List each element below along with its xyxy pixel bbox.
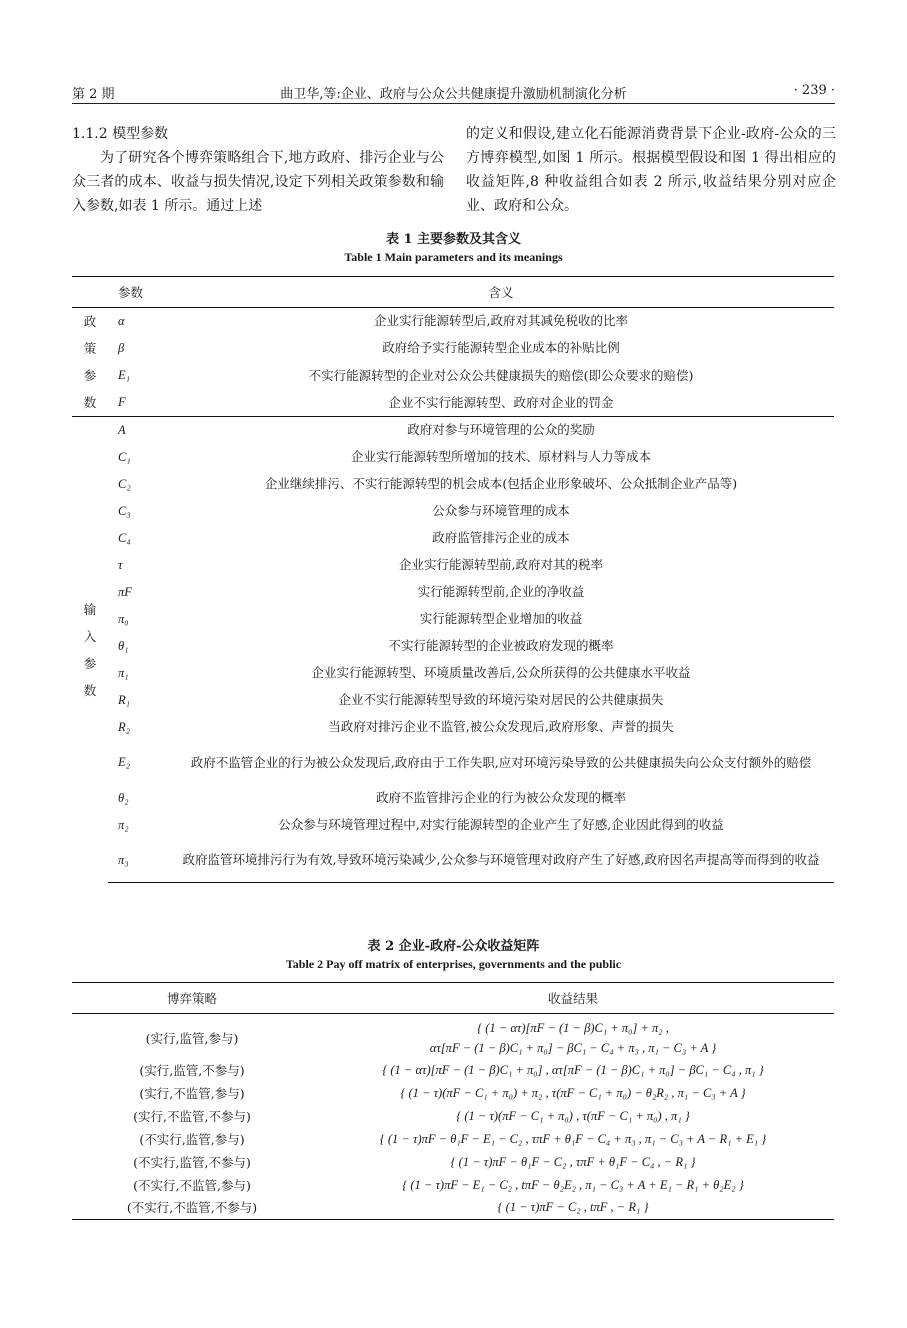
- section-heading: 1.1.2 模型参数: [72, 126, 169, 142]
- param-meaning: 实行能源转型前,企业的净收益: [417, 584, 585, 599]
- param-meaning: 公众参与环境管理的成本: [432, 503, 570, 518]
- strategy-combination: (不实行,监管,参与): [139, 1131, 245, 1147]
- param-symbol: π₃: [108, 839, 168, 883]
- payoff-result: [312, 1127, 834, 1150]
- table1-row: [72, 714, 834, 741]
- param-meaning: 企业实行能源转型、环境质量改善后,公众所获得的公共健康水平收益: [311, 665, 691, 680]
- table1-row: [72, 687, 834, 714]
- param-symbol: θ₁: [118, 638, 129, 653]
- param-symbol: F: [118, 395, 126, 410]
- param-symbol: θ₂: [118, 790, 129, 805]
- table2-header-strategy: 博弈策略: [72, 983, 312, 1014]
- strategy-combination: (实行,监管,不参与): [139, 1062, 245, 1078]
- payoff-row: [72, 1104, 834, 1127]
- param-meaning: 企业实行能源转型前,政府对其的税率: [399, 557, 603, 572]
- payoff-row: [72, 1014, 834, 1059]
- table1-row: [72, 839, 834, 883]
- strategy-combination: (不实行,监管,不参与): [133, 1154, 251, 1170]
- payoff-result: [312, 1014, 834, 1059]
- payoff-row: [72, 1058, 834, 1081]
- table1-caption-zh: 表 1 主要参数及其含义: [385, 232, 522, 247]
- param-meaning: 政府给予实行能源转型企业成本的补贴比例: [382, 340, 620, 356]
- param-group-char: 输: [83, 601, 97, 617]
- payoff-result: [312, 1173, 834, 1196]
- left-column: [72, 122, 444, 218]
- table1-row: [72, 335, 834, 362]
- payoff-line: { (1 − ατ)[πF − (1 − β)C₁ + π₀] + π₂ ,: [477, 1021, 669, 1035]
- param-symbol: π₂: [118, 817, 129, 832]
- payoff-line: { (1 − τ)(πF − C₁ + π₀) , τ(πF − C₁ + π₀) , π₁ }: [456, 1108, 690, 1123]
- param-group-char: 策: [83, 341, 97, 356]
- param-group-char: 入: [83, 628, 97, 644]
- param-symbol: A: [108, 417, 168, 444]
- param-symbol: E₁: [118, 368, 130, 383]
- table1-row: [72, 633, 834, 660]
- param-group-char: 数: [83, 682, 97, 698]
- table1-row: [72, 417, 834, 444]
- param-meaning: 政府不监管排污企业的行为被公众发现的概率: [375, 790, 626, 805]
- running-title: 曲卫华,等:企业、政府与公众公共健康提升激励机制演化分析: [280, 87, 627, 102]
- table1-row: [72, 812, 834, 839]
- param-meaning: 企业实行能源转型后,政府对其减免税收的比率: [374, 313, 628, 329]
- param-meaning: 企业实行能源转型所增加的技术、原材料与人力等成本: [350, 449, 651, 464]
- param-group-char: 参: [83, 655, 97, 671]
- table1-row: [72, 606, 834, 633]
- param-symbol: πF: [118, 584, 132, 599]
- param-meaning: 实行能源转型企业增加的收益: [419, 611, 583, 626]
- payoff-line: { (1 − τ)πF − C₂ , tπF , − R₁ }: [497, 1200, 649, 1215]
- strategy-combination: (实行,不监管,参与): [139, 1085, 245, 1101]
- param-group-char: 数: [83, 395, 97, 410]
- param-meaning: 不实行能源转型的企业被政府发现的概率: [388, 638, 614, 653]
- payoff-result: [312, 1150, 834, 1173]
- param-meaning: 公众参与环境管理过程中,对实行能源转型的企业产生了好感,企业因此得到的收益: [278, 817, 724, 832]
- param-meaning: 政府对参与环境管理的公众的奖励: [168, 417, 834, 444]
- param-meaning: 政府监管环境排污行为有效,导致环境污染减少,公众参与环境管理对政府产生了好感,政府因名声提高等而得到的收益: [168, 839, 834, 883]
- param-symbol: τ: [118, 557, 123, 572]
- payoff-line: { (1 − τ)(πF − C₁ + π₀) + π₂ , τ(πF − C₁ + π₀) − θ₂R₂ , π₁ − C₃ + A }: [400, 1085, 746, 1100]
- table1-caption-en: Table 1 Main parameters and its meanings: [344, 250, 563, 264]
- payoff-result: [312, 1081, 834, 1104]
- table2-caption-zh: 表 2 企业-政府-公众收益矩阵: [367, 939, 540, 954]
- payoff-line: { (1 − τ)πF − E₁ − C₂ , tπF − θ₂E₂ , π₁ − C₃ + A + E₁ − R₁ + θ₂E₂ }: [402, 1177, 744, 1192]
- table1-row: [72, 552, 834, 579]
- strategy-combination: (不实行,不监管,不参与): [72, 1196, 312, 1219]
- param-meaning: 企业不实行能源转型、政府对企业的罚金: [388, 394, 614, 410]
- strategy-combination: (实行,监管,参与): [145, 1031, 239, 1046]
- issue-number: 第 2 期: [72, 87, 115, 102]
- page-number: · 239 ·: [793, 83, 835, 98]
- table1-parameters: [72, 276, 834, 883]
- table2-body: [72, 1014, 834, 1220]
- left-paragraph: 为了研究各个博弈策略组合下,地方政府、排污企业与公众三者的成本、收益与损失情况,设定下列相关政策参数和输入参数,如表 1 所示。通过上述: [72, 150, 444, 214]
- param-meaning: 当政府对排污企业不监管,被公众发现后,政府形象、声誉的损失: [328, 719, 674, 734]
- payoff-result: [312, 1196, 834, 1219]
- param-group-char: 政: [83, 314, 97, 329]
- payoff-line: { (1 − τ)πF − θ₁F − C₂ , τπF + θ₁F − C₄ , − R₁ }: [450, 1154, 696, 1169]
- payoff-line: { (1 − ατ)[πF − (1 − β)C₁ + π₀] , ατ[πF − (1 − β)C₁ + π₀] − βC₁ − C₄ , π₁ }: [382, 1062, 764, 1077]
- running-header: [72, 83, 835, 104]
- param-meaning: 企业继续排污、不实行能源转型的机会成本(包括企业形象破坏、公众抵制企业产品等): [264, 476, 738, 491]
- table2-payoff-matrix: [72, 982, 834, 1220]
- right-paragraph: 的定义和假设,建立化石能源消费背景下企业-政府-公众的三方博弈模型,如图 1 所示。根据模型假设和图 1 得出相应的收益矩阵,8 种收益组合如表 2 所示,收益结果分别对应企业、政府和公众。: [466, 126, 836, 214]
- payoff-result: [312, 1104, 834, 1127]
- param-symbol: R₂: [118, 719, 130, 734]
- strategy-combination: (实行,不监管,不参与): [133, 1108, 251, 1124]
- table1-row: [72, 389, 834, 416]
- param-symbol: π₁: [118, 665, 129, 680]
- strategy-combination: (不实行,不监管,参与): [133, 1177, 251, 1193]
- param-meaning: 不实行能源转型的企业对公众公共健康损失的赔偿(即公众要求的赔偿): [308, 367, 694, 383]
- param-symbol: E₂: [118, 755, 130, 769]
- table1-row: [72, 362, 834, 389]
- table1-row: [72, 444, 834, 471]
- param-meaning: 政府监管排污企业的成本: [432, 530, 570, 545]
- payoff-row: [72, 1127, 834, 1150]
- param-symbol: β: [118, 340, 125, 355]
- table1-row: [72, 660, 834, 687]
- table1-row: [72, 525, 834, 552]
- param-symbol: C₄: [118, 530, 131, 545]
- param-group-char: 参: [83, 368, 97, 383]
- right-column: [466, 122, 836, 218]
- table1-row: [72, 471, 834, 498]
- table1-header-meaning: 含义: [168, 277, 834, 308]
- table1-row: [72, 579, 834, 606]
- payoff-row: [72, 1196, 834, 1219]
- param-symbol: R₁: [118, 692, 130, 707]
- table1-row: [72, 785, 834, 812]
- payoff-result: [312, 1058, 834, 1081]
- payoff-line: { (1 − τ)πF − θ₁F − E₁ − C₂ , τπF + θ₁F − C₄ + π₃ , π₁ − C₃ + A − R₁ + E₁ }: [379, 1131, 767, 1146]
- table1-row: [72, 308, 834, 335]
- table1-header-param: 参数: [72, 277, 168, 308]
- table1-row: [72, 741, 834, 785]
- param-meaning: 政府不监管企业的行为被公众发现后,政府由于工作失职,应对环境污染导致的公共健康损失向公众支付额外的赔偿: [190, 754, 812, 770]
- table2-header-result: 收益结果: [312, 983, 834, 1014]
- param-symbol: α: [118, 313, 125, 328]
- param-symbol: C₃: [118, 503, 131, 518]
- table1-body: [72, 308, 834, 883]
- param-meaning: 企业不实行能源转型导致的环境污染对居民的公共健康损失: [338, 692, 664, 707]
- payoff-row: [72, 1081, 834, 1104]
- param-symbol: π₀: [118, 611, 129, 626]
- payoff-row: [72, 1173, 834, 1196]
- param-group-label: [72, 417, 108, 883]
- param-group-label: [72, 308, 108, 417]
- table1-row: [72, 498, 834, 525]
- param-symbol: C₁: [118, 449, 131, 464]
- payoff-row: [72, 1150, 834, 1173]
- table2-caption-en: Table 2 Pay off matrix of enterprises, governments and the public: [285, 957, 622, 971]
- param-symbol: C₂: [118, 476, 131, 491]
- payoff-line: ατ[πF − (1 − β)C₁ + π₀] − βC₁ − C₄ + π₃ , π₁ − C₃ + A }: [429, 1041, 717, 1055]
